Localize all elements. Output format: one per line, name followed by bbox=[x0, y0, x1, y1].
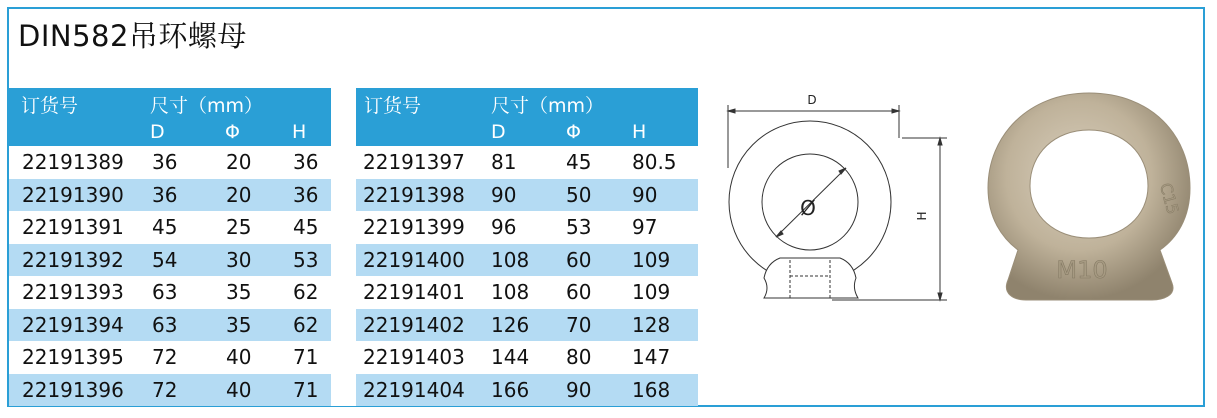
eye-nut-photo bbox=[988, 93, 1190, 300]
dim-h-label: H bbox=[915, 211, 929, 221]
cell-order-no: 22191391 bbox=[22, 215, 124, 239]
cell-h: 128 bbox=[632, 312, 671, 337]
cell-order-no: 22191404 bbox=[363, 377, 465, 402]
table-row bbox=[9, 374, 331, 407]
cell-d: 96 bbox=[491, 215, 517, 239]
header-d: D bbox=[491, 121, 506, 143]
cell-order-no: 22191398 bbox=[363, 182, 465, 207]
cell-phi: 35 bbox=[226, 312, 252, 337]
table-row bbox=[9, 276, 331, 309]
table-row bbox=[9, 309, 331, 342]
cell-d: 90 bbox=[491, 182, 517, 207]
cell-h: 62 bbox=[293, 280, 319, 304]
cell-h: 109 bbox=[632, 247, 671, 272]
cell-order-no: 22191396 bbox=[22, 377, 124, 402]
header-order-no: 订货号 bbox=[364, 95, 422, 117]
table-row bbox=[9, 244, 331, 277]
spec-table-right bbox=[356, 88, 698, 406]
cell-phi: 40 bbox=[226, 377, 252, 402]
cell-d: 72 bbox=[152, 345, 178, 369]
cell-d: 166 bbox=[491, 377, 530, 402]
cell-h: 71 bbox=[293, 377, 319, 402]
header-phi: Φ bbox=[225, 121, 240, 143]
stamp-size: M10 bbox=[1056, 256, 1108, 284]
header-h: H bbox=[292, 121, 307, 143]
eye-nut-drawing bbox=[712, 88, 1200, 406]
cell-d: 36 bbox=[152, 150, 178, 174]
table-gap bbox=[331, 88, 356, 406]
spec-table-left bbox=[9, 88, 331, 406]
table-row bbox=[356, 211, 698, 244]
cell-phi: 70 bbox=[566, 312, 592, 337]
header-order-no: 订货号 bbox=[21, 95, 79, 117]
cell-order-no: 22191393 bbox=[22, 280, 124, 304]
stamp-grade: C15 bbox=[1156, 180, 1183, 217]
cell-d: 108 bbox=[491, 247, 530, 272]
cell-d: 63 bbox=[152, 280, 178, 304]
cell-order-no: 22191395 bbox=[22, 345, 124, 369]
cell-d: 108 bbox=[491, 280, 530, 304]
header-size: 尺寸（mm） bbox=[491, 95, 605, 117]
header-h: H bbox=[632, 121, 647, 143]
cell-phi: 90 bbox=[566, 377, 592, 402]
table-row bbox=[9, 211, 331, 244]
cell-phi: 20 bbox=[226, 150, 252, 174]
header-phi: Φ bbox=[566, 121, 581, 143]
table-row bbox=[356, 146, 698, 179]
cell-d: 36 bbox=[152, 182, 178, 207]
header-size: 尺寸（mm） bbox=[150, 95, 264, 117]
cell-h: 36 bbox=[293, 150, 319, 174]
cell-order-no: 22191397 bbox=[363, 150, 465, 174]
table-header bbox=[9, 88, 331, 146]
cell-phi: 25 bbox=[226, 215, 252, 239]
cell-h: 45 bbox=[293, 215, 319, 239]
cell-h: 36 bbox=[293, 182, 319, 207]
cell-h: 97 bbox=[632, 215, 658, 239]
product-images bbox=[712, 88, 1200, 406]
cell-d: 144 bbox=[491, 345, 530, 369]
cell-phi: 80 bbox=[566, 345, 592, 369]
table-row bbox=[9, 146, 331, 179]
table-row bbox=[356, 341, 698, 374]
cell-order-no: 22191392 bbox=[22, 247, 124, 272]
cell-phi: 35 bbox=[226, 280, 252, 304]
table-row bbox=[356, 179, 698, 212]
cell-phi: 45 bbox=[566, 150, 592, 174]
cell-d: 81 bbox=[491, 150, 517, 174]
cell-order-no: 22191403 bbox=[363, 345, 465, 369]
cell-h: 109 bbox=[632, 280, 671, 304]
table-row bbox=[356, 244, 698, 277]
table-row bbox=[356, 374, 698, 407]
header-d: D bbox=[150, 121, 165, 143]
cell-h: 168 bbox=[632, 377, 671, 402]
table-row bbox=[356, 276, 698, 309]
cell-order-no: 22191400 bbox=[363, 247, 465, 272]
cell-order-no: 22191394 bbox=[22, 312, 124, 337]
cell-h: 147 bbox=[632, 345, 671, 369]
cell-h: 90 bbox=[632, 182, 658, 207]
cell-d: 54 bbox=[152, 247, 178, 272]
dim-d-label: D bbox=[807, 93, 817, 107]
cell-h: 53 bbox=[293, 247, 319, 272]
table-row bbox=[356, 309, 698, 342]
cell-phi: 40 bbox=[226, 345, 252, 369]
cell-phi: 60 bbox=[566, 247, 592, 272]
cell-order-no: 22191399 bbox=[363, 215, 465, 239]
cell-d: 72 bbox=[152, 377, 178, 402]
table-row bbox=[9, 341, 331, 374]
cell-order-no: 22191402 bbox=[363, 312, 465, 337]
cell-phi: 30 bbox=[226, 247, 252, 272]
cell-d: 45 bbox=[152, 215, 178, 239]
cell-phi: 60 bbox=[566, 280, 592, 304]
cell-d: 63 bbox=[152, 312, 178, 337]
table-row bbox=[9, 179, 331, 212]
cell-h: 80.5 bbox=[632, 150, 677, 174]
cell-phi: 53 bbox=[566, 215, 592, 239]
table-header bbox=[356, 88, 698, 146]
cell-phi: 50 bbox=[566, 182, 592, 207]
cell-h: 62 bbox=[293, 312, 319, 337]
cell-order-no: 22191401 bbox=[363, 280, 465, 304]
cell-h: 71 bbox=[293, 345, 319, 369]
cell-phi: 20 bbox=[226, 182, 252, 207]
cell-order-no: 22191390 bbox=[22, 182, 124, 207]
cell-d: 126 bbox=[491, 312, 530, 337]
page-title: DIN582吊环螺母 bbox=[18, 19, 247, 53]
dim-phi-label: Ø bbox=[800, 196, 816, 220]
cell-order-no: 22191389 bbox=[22, 150, 124, 174]
